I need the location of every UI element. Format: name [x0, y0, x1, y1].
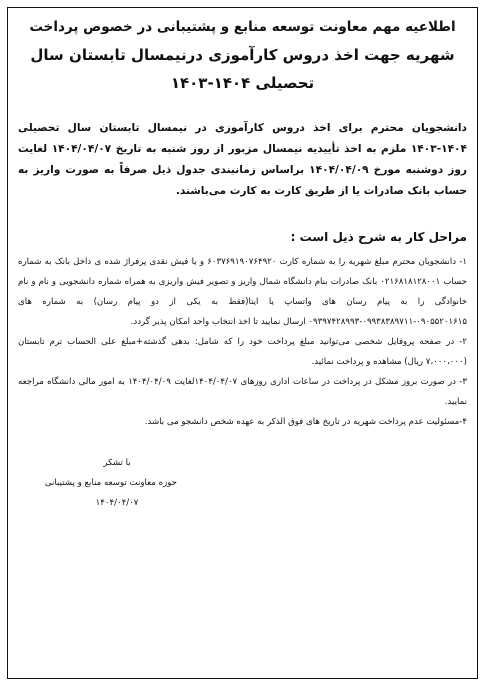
signature-office: حوزه معاونت توسعه منابع و پشتیبانی	[44, 478, 177, 488]
signature-date: ۱۴۰۴/۰۴/۰۷	[95, 498, 139, 508]
step-2: ۲- در صفحه پروفایل شخصی می‌توانید مبلغ پرداخت خود را که شامل: بدهی گذشته+مبلغ علی الحساب ترم تابستان (۷،۰۰۰،۰۰۰ ریال) مشاهده و پرداخت نمائید.	[18, 337, 467, 367]
steps-list	[18, 252, 467, 432]
document-page	[7, 7, 478, 679]
step-1: ۱- دانشجویان محترم مبلغ شهریه را به شماره کارت ۶۰۳۷۶۹۱۹۰۷۶۴۹۲۰ و یا فیش نقدی پرفراژ شده ی داخل بانک به شماره حساب ۰۲۱۶۸۱۸۱۲۸۰۰۱ بانک صادرات بنام دانشگاه شمال واریز و تصویر فیش واریزی به همراه شماره دانشجویی و نام و نام خانوادگی را به پیام رسان های واتساپ یا ایتا(فقط به یکی از دو پیام رسان) به شماره های ۰۹۰۵۵۲۰۱۶۱۵-۰۹۹۳۸۳۸۹۷۱۱-۰۹۳۹۷۴۲۸۹۹۳ ارسال نمایید تا اخذ انتخاب واحد امکان پذیر گردد.	[18, 257, 468, 327]
step-3: ۳- در صورت بروز مشکل در پرداخت در ساعات اداری روزهای ۱۴۰۴/۰۴/۰۷لغایت ۱۴۰۴/۰۴/۰۹ به امور مالی دانشگاه مراجعه نمایید.	[18, 377, 467, 407]
announcement-title-line-2: شهریه جهت اخذ دروس کارآموزی درنیمسال تابستان سال	[30, 46, 455, 64]
announcement-title-line-1: اطلاعیه مهم معاونت توسعه منابع و پشتیبانی در خصوص پرداخت	[29, 19, 456, 35]
announcement-title-line-3: تحصیلی ۱۴۰۴-۱۴۰۳	[170, 74, 315, 92]
steps-heading: مراحل کار به شرح ذیل است :	[290, 230, 467, 244]
document-body	[18, 8, 467, 678]
intro-paragraph: دانشجویان محترم برای اخذ دروس کارآموزی در نیمسال تابستان سال تحصیلی ۱۴۰۴-۱۴۰۳ ملزم به اخذ تأییدیه نیمسال مزبور از روز شنبه به تاریخ ۱۴۰۴/۰۴/۰۷ لغایت روز دوشنبه مورخ ۱۴۰۴/۰۴/۰۹ براساس زمانبندی جدول ذیل صرفاً به صورت واریز به حساب بانک صادرات یا از طریق کارت به کارت می‌باشند.	[18, 122, 468, 197]
signature-block	[44, 453, 177, 513]
signature-regards: با تشکر	[103, 458, 131, 468]
step-4: ۴-مسئولیت عدم پرداخت شهریه در تاریخ های فوق الذکر به عهده شخص دانشجو می باشد.	[144, 417, 467, 427]
